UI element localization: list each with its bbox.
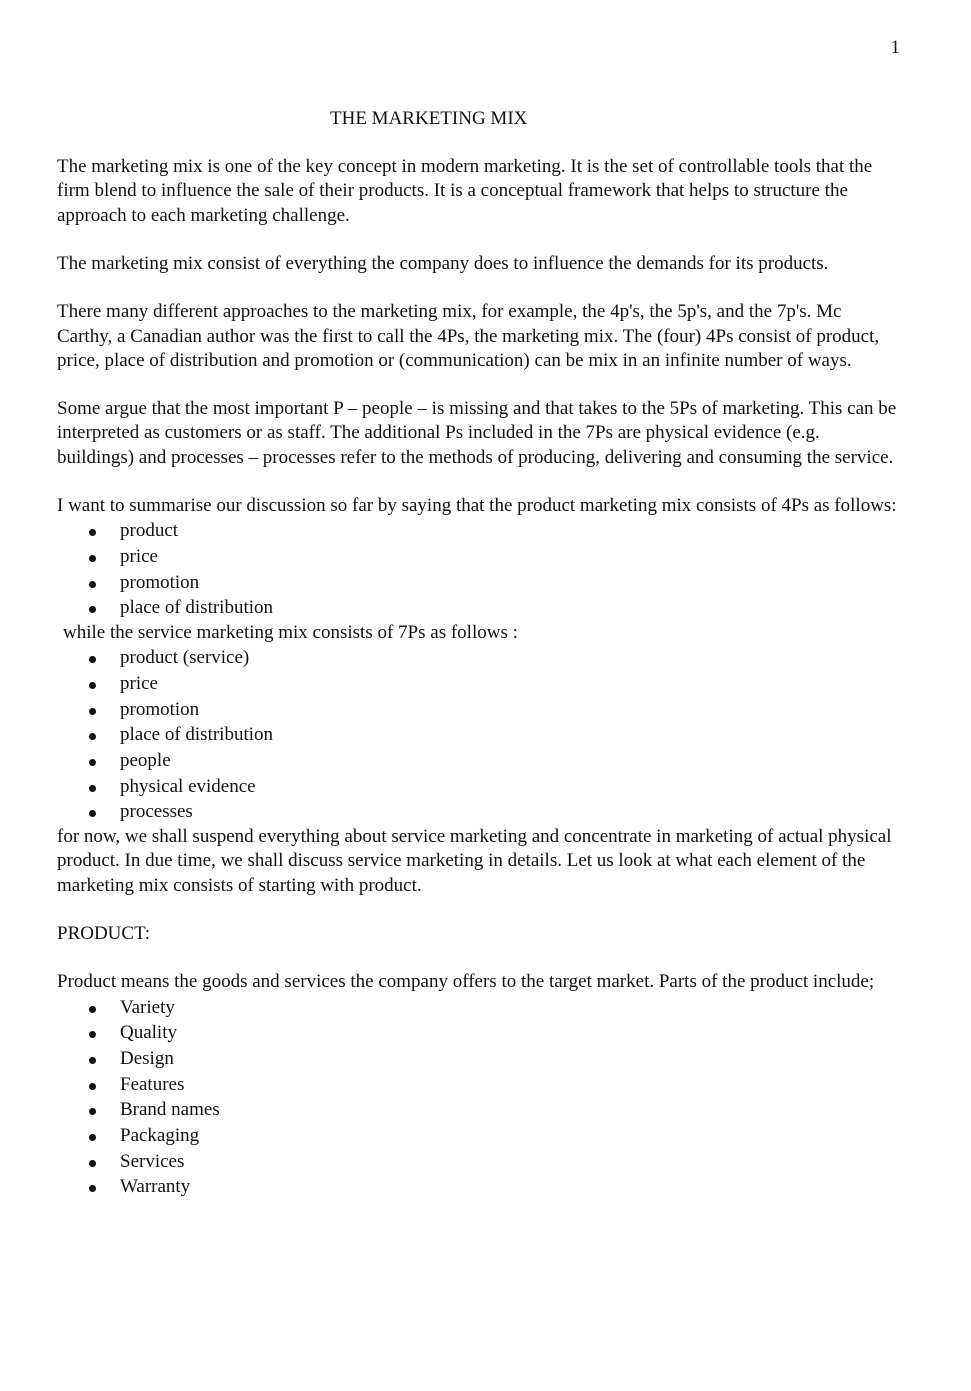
list-item: Quality	[57, 1020, 897, 1046]
paragraph-service-mix: while the service marketing mix consists of 7Ps as follows :	[63, 622, 518, 643]
bullet-icon	[89, 529, 96, 536]
section-heading-product: PRODUCT:	[57, 922, 151, 944]
document-title: THE MARKETING MIX	[330, 108, 528, 129]
paragraph-approaches: There many different approaches to the marketing mix, for example, the 4p's, the 5p's, and the 7p's. Mc Carthy, a Canadian author was the first to call the 4Ps, the marketing mix. The (four) 4Ps consist of product, price, place of distribution and promotion or (communication) can be mix in an infinite number of ways.	[57, 301, 880, 371]
bullet-icon	[89, 759, 96, 766]
paragraph-intro: The marketing mix is one of the key concept in modern marketing. It is the set of controllable tools that the firm blend to influence the sale of their products. It is a conceptual framework that helps to structure the approach to each marketing challenge.	[57, 156, 873, 226]
bullet-icon	[89, 682, 96, 689]
bullet-icon	[89, 785, 96, 792]
list-item: Warranty	[57, 1174, 897, 1200]
list-item: Packaging	[57, 1123, 897, 1149]
list-item: place of distribution	[57, 595, 897, 621]
list-item: price	[57, 544, 897, 570]
list-item: physical evidence	[57, 774, 897, 800]
list-item: processes	[57, 799, 897, 825]
bullet-icon	[89, 1057, 96, 1064]
bullet-icon	[89, 1160, 96, 1167]
bullet-icon	[89, 1108, 96, 1115]
page-number: 1	[890, 37, 900, 58]
list-item: Features	[57, 1072, 897, 1098]
paragraph-summary: I want to summarise our discussion so far by saying that the product marketing mix consists of 4Ps as follows:	[57, 494, 897, 516]
product-mix-list	[57, 518, 897, 621]
service-mix-list	[57, 645, 897, 825]
document-body	[57, 107, 897, 1200]
paragraph-transition: for now, we shall suspend everything about service marketing and concentrate in marketing of actual physical product. In due time, we shall discuss service marketing in details. Let us look at what each element of the marketing mix consists of starting with product.	[57, 826, 892, 896]
list-item: Design	[57, 1046, 897, 1072]
list-item: Services	[57, 1149, 897, 1175]
list-item: people	[57, 748, 897, 774]
bullet-icon	[89, 1031, 96, 1038]
bullet-icon	[89, 708, 96, 715]
list-item: product	[57, 518, 897, 544]
list-item: place of distribution	[57, 722, 897, 748]
bullet-icon	[89, 1006, 96, 1013]
list-item: promotion	[57, 570, 897, 596]
paragraph-5ps-7ps: Some argue that the most important P – people – is missing and that takes to the 5Ps of marketing. This can be interpreted as customers or as staff. The additional Ps included in the 7Ps are physical evidence (e.g. buildings) and processes – processes refer to the methods of producing, delivering and consuming the service.	[57, 398, 897, 468]
bullet-icon	[89, 1083, 96, 1090]
bullet-icon	[89, 656, 96, 663]
bullet-icon	[89, 810, 96, 817]
list-item: Variety	[57, 995, 897, 1021]
bullet-icon	[89, 555, 96, 562]
product-parts-list	[57, 995, 897, 1201]
bullet-icon	[89, 1185, 96, 1192]
list-item: price	[57, 671, 897, 697]
list-item: Brand names	[57, 1097, 897, 1123]
bullet-icon	[89, 1134, 96, 1141]
paragraph-definition: The marketing mix consist of everything the company does to influence the demands for its products.	[57, 253, 829, 274]
paragraph-product-definition: Product means the goods and services the company offers to the target market. Parts of the product include;	[57, 971, 875, 993]
bullet-icon	[89, 581, 96, 588]
bullet-icon	[89, 733, 96, 740]
list-item: promotion	[57, 697, 897, 723]
bullet-icon	[89, 606, 96, 613]
list-item: product (service)	[57, 645, 897, 671]
